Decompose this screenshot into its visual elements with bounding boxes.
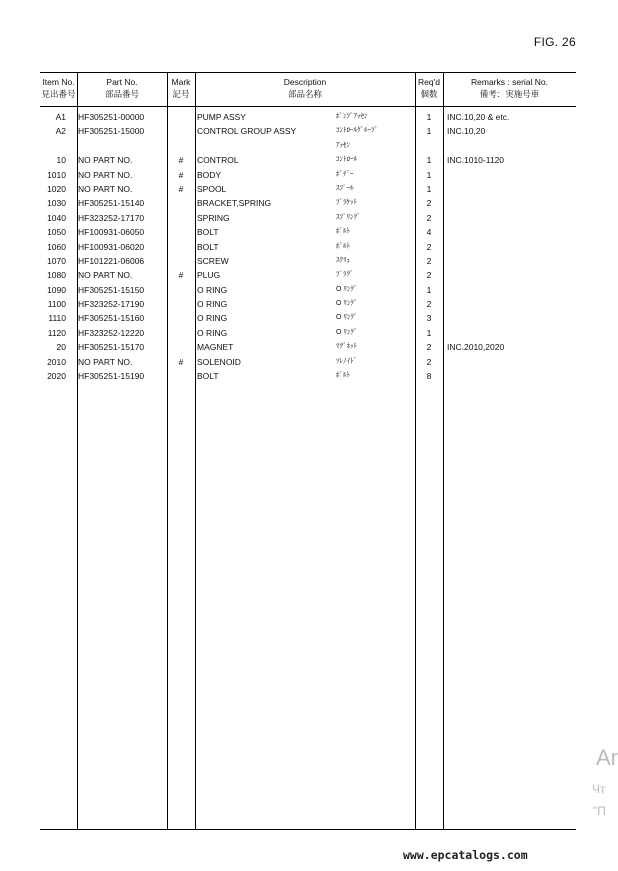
parts-list	[40, 110, 576, 383]
description-kana: ｽﾌﾟﾘﾝｸﾞ	[336, 213, 361, 221]
table-row	[40, 311, 576, 325]
remarks: INC.2010,2020	[447, 342, 505, 353]
description-kana: ﾌﾞﾗｹｯﾄ	[336, 199, 357, 207]
reqd-qty: 2	[426, 356, 432, 367]
reqd-qty: 2	[426, 198, 432, 209]
description: PUMP ASSY	[197, 112, 246, 122]
table-row	[40, 326, 576, 340]
description-kana: O ﾘﾝｸﾞ	[336, 285, 358, 293]
mark: #	[178, 356, 184, 367]
part-no: HF305251-15150	[78, 284, 145, 295]
part-no: NO PART NO.	[78, 169, 133, 180]
part-no: HF323252-17170	[78, 212, 145, 223]
table-row	[40, 369, 576, 383]
item-no: A1	[55, 112, 66, 122]
description: O RING	[197, 327, 228, 338]
item-no: 1040	[47, 212, 66, 223]
table-row	[40, 225, 576, 239]
table-row	[40, 355, 576, 369]
item-no: 1080	[47, 270, 66, 281]
part-no: HF305251-15140	[78, 198, 145, 209]
description-kana: ｽｸﾘｭ	[336, 256, 350, 264]
table-row	[40, 254, 576, 268]
header-reqd: Req'd 個数	[418, 77, 440, 99]
mark: #	[178, 270, 184, 281]
table-row	[40, 240, 576, 254]
description-kana: ｿﾚﾉｲﾄﾞ	[336, 357, 357, 365]
part-no: HF305251-15160	[78, 313, 145, 324]
description: CONTROL GROUP ASSY	[197, 126, 297, 137]
description: SCREW	[197, 255, 229, 266]
item-no: 1010	[47, 169, 66, 180]
item-no: 1120	[47, 327, 66, 338]
table-row	[40, 153, 576, 167]
header-divider	[40, 106, 576, 107]
header-mark: Mark 記号	[171, 77, 191, 99]
part-no: HF323252-12220	[78, 327, 145, 338]
reqd-qty: 3	[426, 313, 432, 324]
reqd-qty: 1	[426, 284, 432, 295]
item-no: A2	[55, 126, 66, 137]
description: BOLT	[197, 227, 219, 238]
description: PLUG	[197, 270, 221, 281]
item-no: 1110	[48, 313, 66, 324]
description: O RING	[197, 299, 228, 310]
reqd-qty: 1	[426, 112, 432, 122]
part-no: HF100931-06020	[78, 241, 145, 252]
reqd-qty: 2	[426, 212, 432, 223]
mark: #	[178, 155, 184, 166]
mark: #	[178, 183, 184, 194]
part-no: HF305251-00000	[78, 112, 145, 122]
table-row	[40, 110, 576, 124]
description: SOLENOID	[197, 356, 241, 367]
table-row	[40, 182, 576, 196]
item-no: 10	[56, 155, 66, 166]
description-kana: ﾎﾞﾙﾄ	[336, 372, 350, 380]
side-text-fragment: Чт	[592, 782, 606, 796]
part-no: HF101221-06006	[78, 255, 145, 266]
description-kana: ﾏｸﾞﾈｯﾄ	[336, 343, 357, 351]
table-row	[40, 340, 576, 354]
description: BRACKET,SPRING	[197, 198, 272, 209]
header-description: Description 部品名称	[283, 77, 327, 99]
table-row	[40, 283, 576, 297]
footer-url: www.epcatalogs.com	[403, 848, 528, 862]
part-no: NO PART NO.	[78, 183, 133, 194]
reqd-qty: 1	[426, 169, 432, 180]
table-row	[40, 297, 576, 311]
part-no: HF305251-15000	[78, 126, 145, 137]
item-no: 1020	[47, 183, 66, 194]
description-kana: ｺﾝﾄﾛｰﾙｸﾞﾙｰﾌﾟ ｱｯｾﾝ	[336, 127, 378, 149]
description: O RING	[197, 313, 228, 324]
side-text-fragment: "П	[593, 804, 606, 818]
part-no: HF305251-15170	[78, 342, 145, 353]
description-kana: O ﾘﾝｸﾞ	[336, 314, 358, 322]
mark: #	[178, 169, 184, 180]
reqd-qty: 2	[426, 241, 432, 252]
item-no: 1050	[47, 227, 66, 238]
header-remarks: Remarks : serial No. 備考：実施号車	[471, 77, 548, 99]
reqd-qty: 2	[426, 299, 432, 310]
description-kana: ｽﾌﾟｰﾙ	[336, 184, 354, 192]
side-text-fragment: Ar	[596, 745, 618, 770]
part-no: HF305251-15190	[78, 371, 145, 382]
item-no: 2010	[47, 356, 66, 367]
reqd-qty: 1	[426, 155, 432, 166]
description: CONTROL	[197, 155, 239, 166]
item-no: 1060	[47, 241, 66, 252]
remarks: INC.10,20 & etc.	[447, 112, 510, 122]
description-kana: O ﾘﾝｸﾞ	[336, 300, 358, 308]
item-no: 2020	[47, 371, 66, 382]
description: SPRING	[197, 212, 230, 223]
part-no: HF100931-06050	[78, 227, 145, 238]
item-no: 1090	[47, 284, 66, 295]
header-item-no: Item No. 見出番号	[41, 77, 76, 99]
description: O RING	[197, 284, 228, 295]
part-no: NO PART NO.	[78, 356, 133, 367]
reqd-qty: 2	[426, 342, 432, 353]
description: BODY	[197, 169, 222, 180]
description-kana: ﾌﾟﾗｸﾞ	[336, 271, 354, 279]
reqd-qty: 4	[426, 227, 432, 238]
description-kana: O ﾘﾝｸﾞ	[336, 328, 358, 336]
description-kana: ﾎﾞﾙﾄ	[336, 242, 350, 250]
item-no: 1030	[47, 198, 66, 209]
remarks: INC.10,20	[447, 126, 486, 137]
table-row	[40, 124, 576, 153]
part-no: NO PART NO.	[78, 155, 133, 166]
item-no: 20	[56, 342, 66, 353]
table-row	[40, 211, 576, 225]
item-no: 1100	[47, 299, 66, 310]
reqd-qty: 2	[426, 270, 432, 281]
description-kana: ｺﾝﾄﾛｰﾙ	[336, 156, 357, 164]
description-kana: ﾎﾞﾃﾞｰ	[336, 170, 354, 178]
figure-label: FIG. 26	[533, 35, 576, 49]
description: BOLT	[197, 371, 219, 382]
table-row	[40, 268, 576, 282]
description: BOLT	[197, 241, 219, 252]
remarks: INC.1010-1120	[447, 155, 505, 166]
item-no: 1070	[47, 255, 66, 266]
table-row	[40, 196, 576, 210]
parts-table	[40, 72, 576, 830]
description-kana: ﾎﾞﾙﾄ	[336, 228, 350, 236]
description: MAGNET	[197, 342, 234, 353]
reqd-qty: 1	[426, 126, 432, 137]
reqd-qty: 2	[426, 255, 432, 266]
header-part-no: Part No. 部品番号	[104, 77, 139, 99]
reqd-qty: 1	[426, 183, 432, 194]
table-row	[40, 168, 576, 182]
description: SPOOL	[197, 183, 227, 194]
description-kana: ﾎﾟﾝﾌﾟｱｯｾﾝ	[336, 113, 368, 120]
part-no: NO PART NO.	[78, 270, 133, 281]
reqd-qty: 8	[426, 371, 432, 382]
part-no: HF323252-17190	[78, 299, 145, 310]
reqd-qty: 1	[426, 327, 432, 338]
